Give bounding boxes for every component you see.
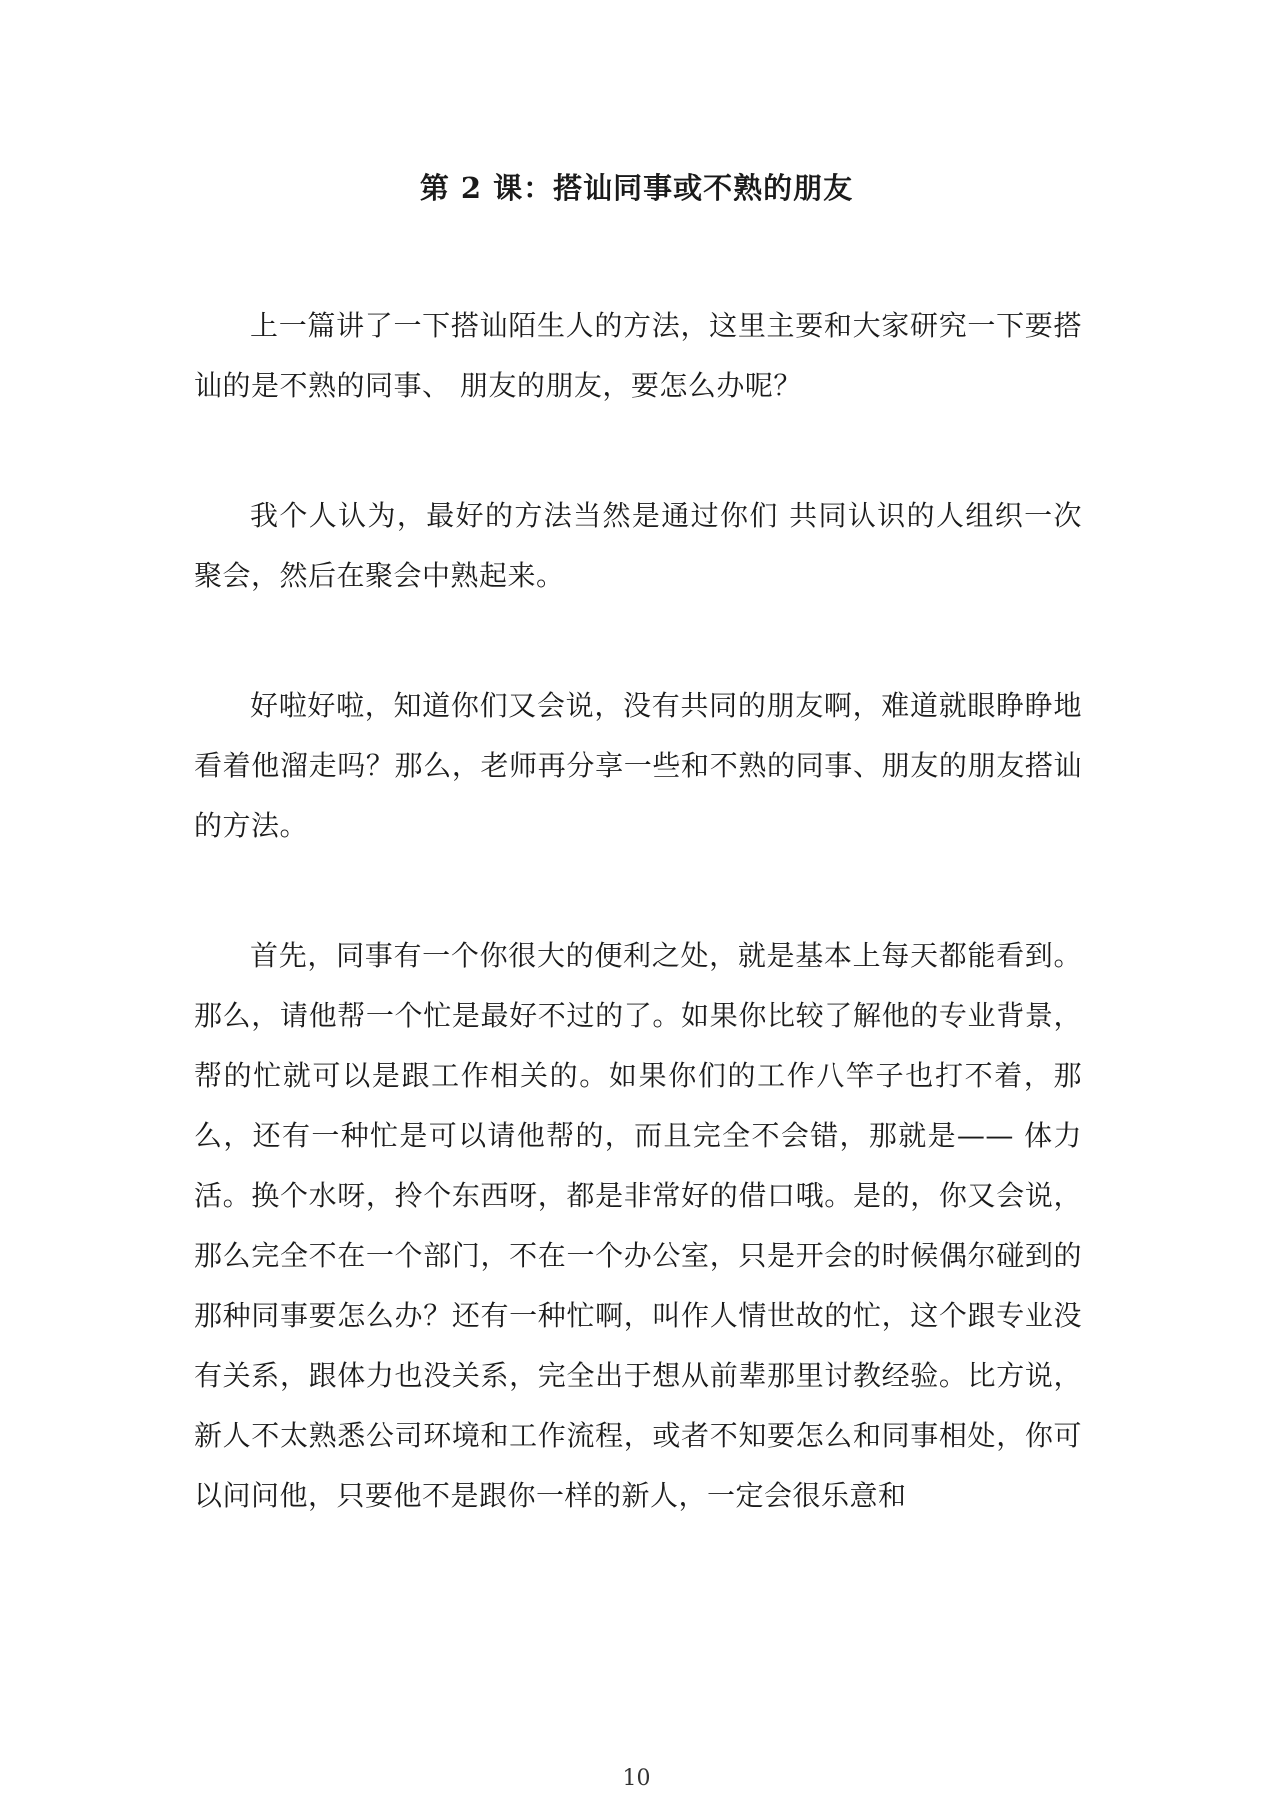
paragraph-3: 好啦好啦，知道你们又会说，没有共同的朋友啊，难道就眼睁睁地看着他溜走吗？那么，老师再分享一些和不熟的同事、朋友的朋友搭讪的方法。 (194, 689, 1082, 842)
paragraph-1: 上一篇讲了一下搭讪陌生人的方法，这里主要和大家研究一下要搭讪的是不熟的同事、 朋友的朋友，要怎么办呢？ (194, 309, 1082, 402)
paragraph-4: 首先，同事有一个你很大的便利之处，就是基本上每天都能看到。那么，请他帮一个忙是最好不过的了。如果你比较了解他的专业背景，帮的忙就可以是跟工作相关的。如果你们的工作八竿子也打不着，那么，还有一种忙是可以请他帮的，而且完全不会错，那就是—— 体力活。换个水呀，拎个东西呀，都是非常好的借口哦。是的，你又会说，那么完全不在一个部门，不在一个办公室，只是开会的时候偶尔碰到的那种同事要怎么办？还有一种忙啊，叫作人情世故的忙，这个跟专业没有关系，跟体力也没关系，完全出于想从前辈那里讨教经验。比方说，新人不太熟悉公司环境和工作流程，或者不知要怎么和同事相处，你可以问问他，只要他不是跟你一样的新人，一定会很乐意和 (194, 939, 1082, 1512)
body-text (194, 296, 1082, 1526)
page-number: 10 (622, 1766, 651, 1791)
lesson-title: 第 2 课：搭讪同事或不熟的朋友 (419, 171, 854, 205)
paragraph-2: 我个人认为，最好的方法当然是通过你们 共同认识的人组织一次聚会，然后在聚会中熟起来。 (194, 499, 1082, 592)
